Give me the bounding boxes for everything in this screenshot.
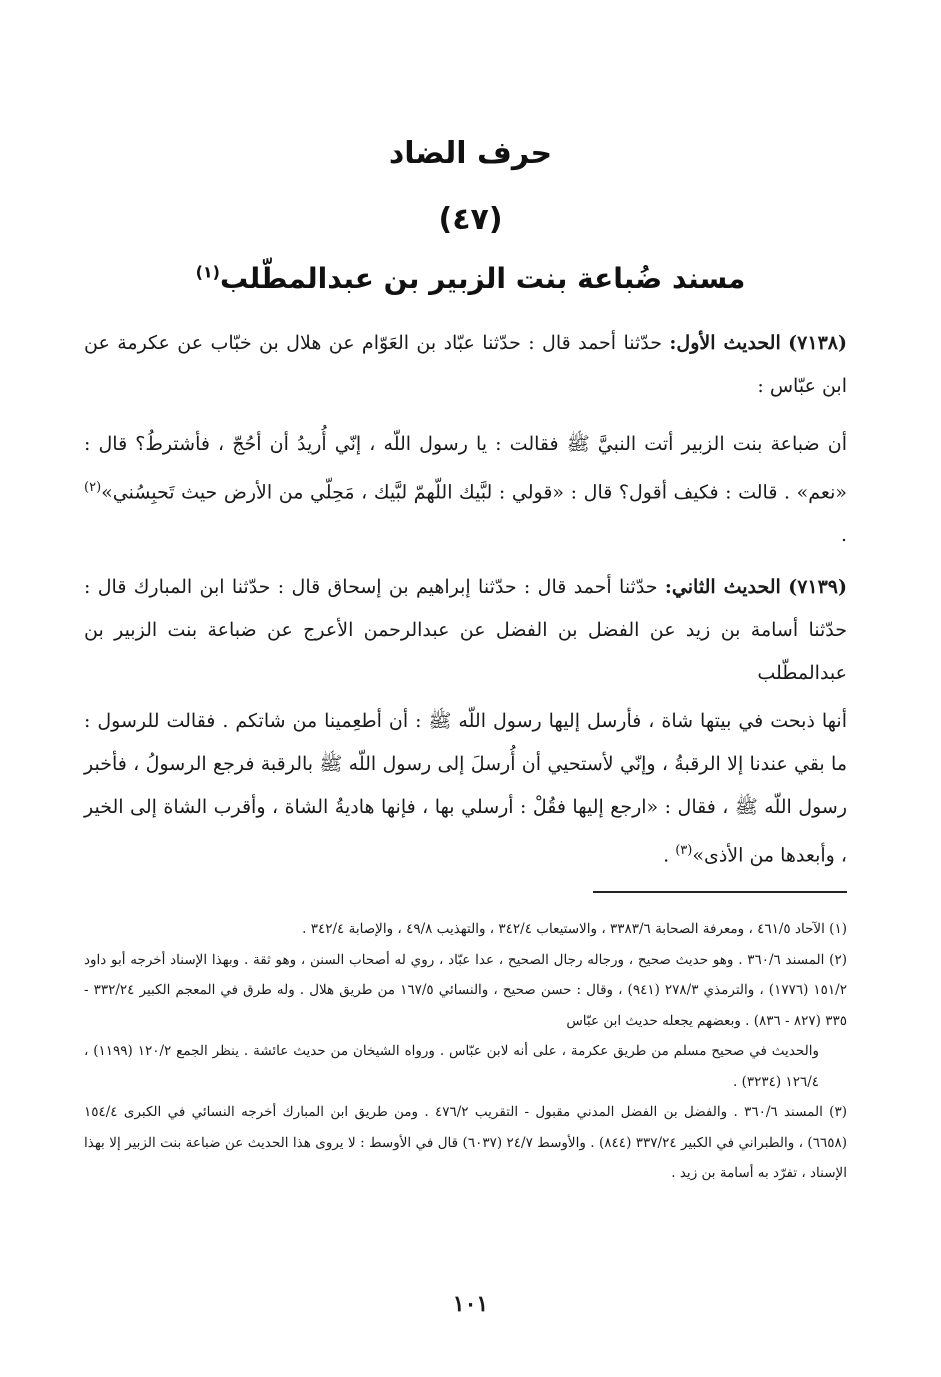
page-number: ١٠١ [452,1291,489,1317]
hadith1-end: . [840,524,847,547]
hadith2-isnad-text: حدّثنا أحمد قال : حدّثنا إبراهيم بن إسحاق قال : حدّثنا ابن المبارك قال : حدّثنا أسامة بن زيد عن الفضل بن الفضل عن عبدالرحمن الأعرج عن ضباعة بنت الزبير بن عبدالمطّلب [84,576,847,684]
hadith1-matn-text: أن ضباعة بنت الزبير أتت النبيَّ ﷺ فقالت : يا رسول اللّه ، إنّي أُريدُ أن أحُجّ ، فأشترطُ؟ قال : «نعم» . قالت : فكيف أقول؟ قال : «قولي : لبَّيك اللّهمّ لبَّيك ، مَحِلّي من الأرض حيث تَحبِسُني» [84,433,848,504]
hadith2-matn-text: أنها ذبحت في بيتها شاة ، فأرسل إليها رسول اللّه ﷺ : أن أطعِمينا من شاتكم . فقالت للرسول : ما بقي عندنا إلا الرقبةُ ، وإنّي لأستحيي أن أُرسلَ إلى رسول اللّه ﷺ بالرقبة فرجع الرسولُ ، فأخبر رسول اللّه ﷺ ، فقال : «ارجع إليها فقُلْ : أرسلي بها ، فإنها هاديةُ الشاة ، وأقرب الشاة إلى الخير ، وأبعدها من الأذى» [84,710,848,867]
footnote-divider [593,891,847,893]
hadith2-isnad [84,566,847,695]
section-number: (٤٧) [438,202,503,237]
hadith1-number: (٧١٣٨) [788,332,847,354]
footnote-2: (٢) المسند ٣٦٠/٦ . وهو حديث صحيح ، ورجاله رجال الصحيح ، عدا عبّاد ، روي له أصحاب السنن ، وهو ثقة . وبهذا الإسناد أخرجه أبو داود ١٥١/٢ (١٧٧٦) ، والترمذي ٢٧٨/٣ (٩٤١) ، وقال : حسن صحيح ، والنسائي ١٦٧/٥ من طريق هلال . وله طرق في المعجم الكبير ٣٣٢/٢٤ - ٣٣٥ (٨٢٧ - ٨٣٦) . وبعضهم يجعله حديث ابن عبّاس [84,951,847,1029]
hadith1-title: الحديث الأول: [669,332,781,354]
footnote-ref-1: (١) [195,262,220,282]
footnote-1: (١) الآحاد ٤٦١/٥ ، ومعرفة الصحابة ٣٣٨٣/٦ ، والاستيعاب ٣٤٢/٤ ، والتهذيب ٤٩/٨ ، والإصابة ٣٤٢/٤ . [302,921,847,937]
musnad-title-text: مسند ضُباعة بنت الزبير بن عبدالمطّلب [219,262,746,295]
hadith2-matn [84,700,847,877]
hadith1-isnad [84,322,847,408]
footnote-ref-3: (٣) [675,843,693,858]
hadith2-title: الحديث الثاني: [664,576,781,598]
footnote-3: (٣) المسند ٣٦٠/٦ . والفضل بن الفضل المدني مقبول - التقريب ٤٧٦/٢ . ومن طريق ابن المبارك أخرجه النسائي في الكبرى ١٥٤/٤ (٦٦٥٨) ، والطبراني في الكبير ٣٣٧/٢٤ (٨٤٤) . والأوسط ٢٤/٧ (٦٠٣٧) قال في الأوسط : لا يروى هذا الحديث عن ضباعة بنت الزبير إلا بهذا الإسناد ، تفرّد به أسامة بن زيد . [84,1104,847,1181]
hadith2-end: . [663,844,676,867]
footnote-ref-2: (٢) [84,480,102,495]
hadith1-matn [84,423,847,557]
hadith2-number: (٧١٣٩) [788,576,848,598]
chapter-heading: حرف الضاد [388,136,553,171]
footnote-2-continued: والحديث في صحيح مسلم من طريق عكرمة ، على أنه لابن عبّاس . ورواه الشيخان من حديث عائشة . ينظر الجمع ١٢٠/٢ (١١٩٩) ، ١٢٦/٤ (٣٢٣٤) . [84,1043,819,1090]
musnad-title [0,262,941,295]
hadith1-isnad-text: حدّثنا أحمد قال : حدّثنا عبّاد بن العَوّام عن هلال بن خبّاب عن عكرمة عن ابن عبّاس : [84,332,847,397]
footnotes [84,914,847,1189]
